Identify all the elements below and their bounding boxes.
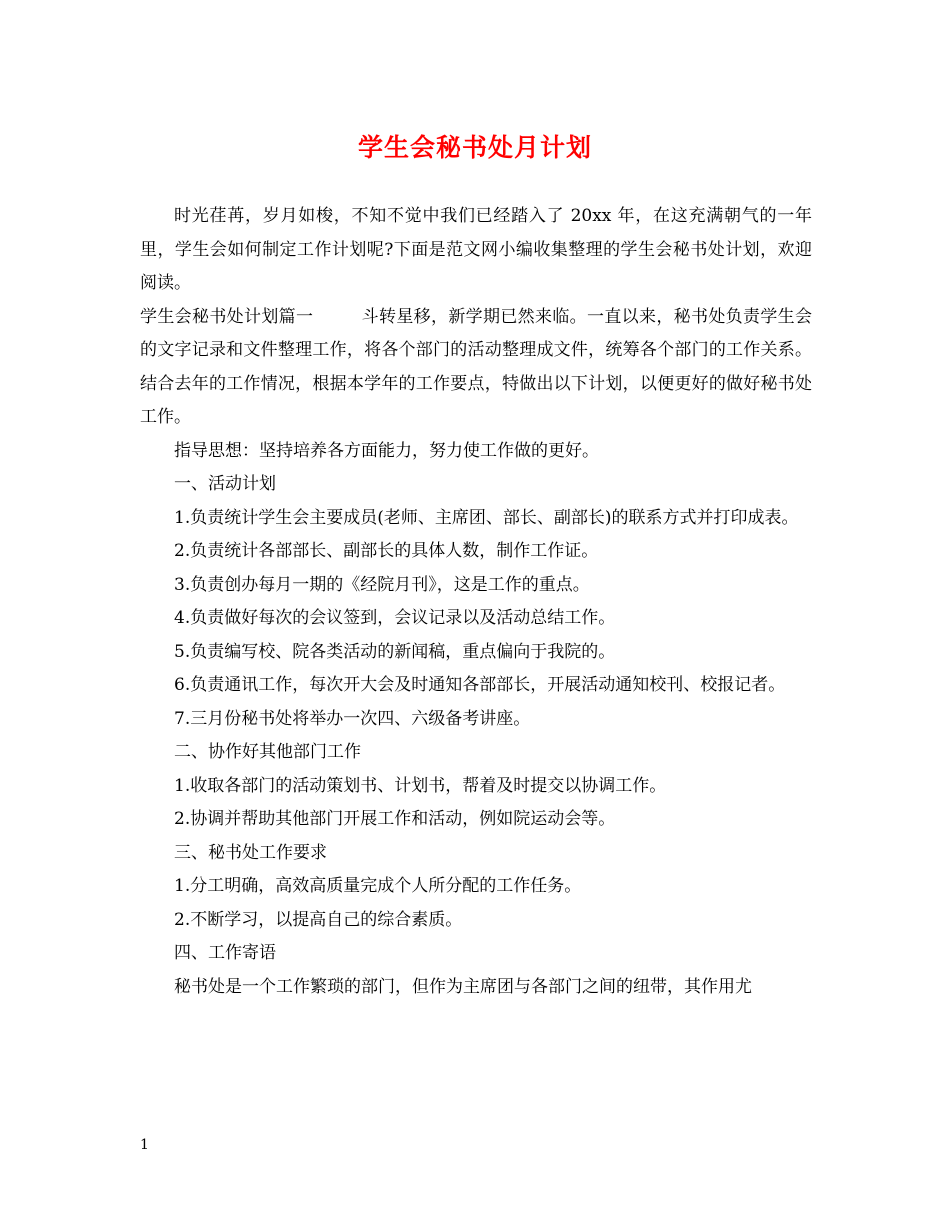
activity-item: 1.负责统计学生会主要成员(老师、主席团、部长、副部长)的联系方式并打印成表。 bbox=[174, 507, 799, 528]
heading-activity-plan: 一、活动计划 bbox=[174, 474, 276, 494]
document-title: 学生会秘书处月计划 bbox=[357, 133, 592, 162]
heading-work-message: 四、工作寄语 bbox=[174, 943, 276, 963]
closing-paragraph: 秘书处是一个工作繁琐的部门，但作为主席团与各部门之间的纽带，其作用尤 bbox=[174, 976, 752, 997]
document-body bbox=[140, 200, 812, 1004]
cooperation-item: 1.收取各部门的活动策划书、计划书，帮着及时提交以协调工作。 bbox=[174, 775, 667, 796]
section-lead-label: 学生会秘书处计划篇一 bbox=[140, 306, 314, 327]
activity-item: 2.负责统计各部部长、副部长的具体人数，制作工作证。 bbox=[174, 541, 599, 561]
section-lead-paragraph bbox=[140, 301, 812, 435]
activity-item: 7.三月份秘书处将举办一次四、六级备考讲座。 bbox=[174, 708, 531, 729]
activity-item: 3.负责创办每月一期的《经院月刊》，这是工作的重点。 bbox=[174, 574, 590, 595]
section-lead-text: 斗转星移，新学期已然来临。一直以来，秘书处负责学生会的文字记录和文件整理工作，将各个部门的活动整理成文件，统筹各个部门的工作关系。结合去年的工作情况，根据本学年的工作要点，特做出以下计划，以便更好的做好秘书处工作。 bbox=[140, 306, 813, 427]
requirement-item: 1.分工明确，高效高质量完成个人所分配的工作任务。 bbox=[174, 876, 582, 896]
activity-item: 5.负责编写校、院各类活动的新闻稿，重点偏向于我院的。 bbox=[174, 641, 616, 662]
cooperation-item: 2.协调并帮助其他部门开展工作和活动，例如院运动会等。 bbox=[174, 809, 616, 829]
requirement-item: 2.不断学习，以提高自己的综合素质。 bbox=[174, 909, 463, 930]
guiding-paragraph: 指导思想：坚持培养各方面能力，努力使工作做的更好。 bbox=[174, 440, 599, 461]
activity-item: 4.负责做好每次的会议签到，会议记录以及活动总结工作。 bbox=[174, 608, 616, 628]
intro-paragraph: 时光荏苒，岁月如梭，不知不觉中我们已经踏入了 20xx 年，在这充满朝气的一年里，学生会如何制定工作计划呢?下面是范文网小编收集整理的学生会秘书处计划，欢迎阅读。 bbox=[140, 206, 812, 293]
activity-item: 6.负责通讯工作，每次开大会及时通知各部部长，开展活动通知校刊、校报记者。 bbox=[174, 675, 786, 695]
heading-requirements: 三、秘书处工作要求 bbox=[174, 842, 327, 863]
heading-cooperation: 二、协作好其他部门工作 bbox=[174, 742, 361, 762]
page-number: 1 bbox=[140, 1137, 149, 1153]
